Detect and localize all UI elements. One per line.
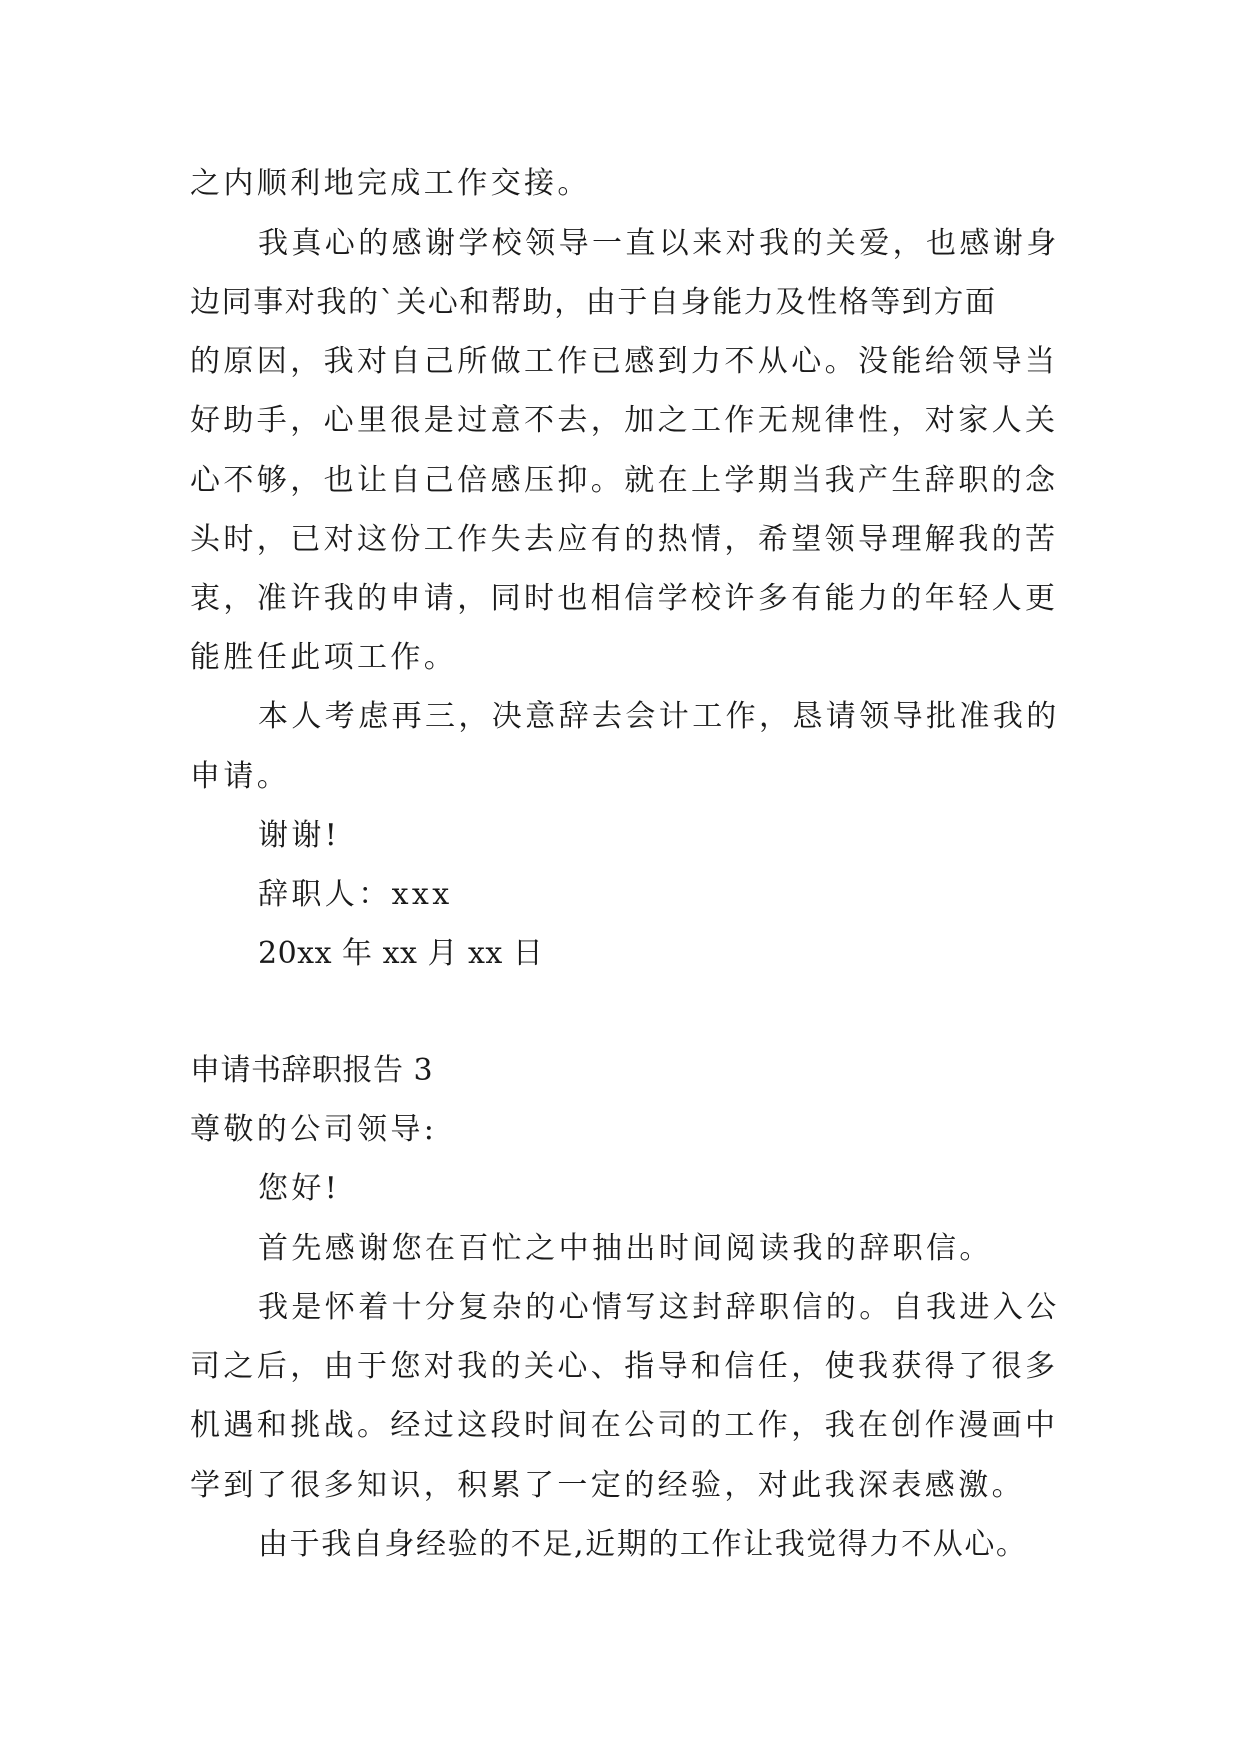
text-line: 本人考虑再三，决意辞去会计工作，恳请领导批准我的 [258, 699, 1060, 734]
text-line: 司之后，由于您对我的关心、指导和信任，使我获得了很多 [190, 1349, 1059, 1384]
signature-line: 辞职人：xxx [258, 877, 453, 912]
greeting: 您好! [258, 1171, 341, 1206]
text-line: 好助手，心里很是过意不去，加之工作无规律性，对家人关 [190, 403, 1059, 438]
text-line: 申请。 [190, 759, 291, 794]
text-line: 机遇和挑战。经过这段时间在公司的工作，我在创作漫画中 [190, 1408, 1059, 1443]
text-line: 衷，准许我的申请，同时也相信学校许多有能力的年轻人更 [190, 581, 1059, 616]
section-heading: 申请书辞职报告 3 [190, 1053, 434, 1088]
closing-thanks: 谢谢! [258, 818, 341, 853]
text-line: 我是怀着十分复杂的心情写这封辞职信的。自我进入公 [258, 1290, 1060, 1325]
text-line: 我真心的感谢学校领导一直以来对我的关爱，也感谢身 [258, 226, 1060, 261]
text-line: 的原因，我对自己所做工作已感到力不从心。没能给领导当 [190, 344, 1059, 379]
salutation: 尊敬的公司领导: [190, 1112, 438, 1147]
text-line: 学到了很多知识，积累了一定的经验，对此我深表感激。 [190, 1468, 1025, 1503]
text-line: 由于我自身经验的不足,近期的工作让我觉得力不从心。 [258, 1527, 1028, 1562]
text-line: 边同事对我的`关心和帮助，由于自身能力及性格等到方面 [190, 285, 997, 320]
text-line: 能胜任此项工作。 [190, 640, 458, 675]
text-line: 首先感谢您在百忙之中抽出时间阅读我的辞职信。 [258, 1231, 993, 1266]
date-line: 20xx 年 xx 月 xx 日 [258, 936, 544, 971]
text-line: 头时，已对这份工作失去应有的热情，希望领导理解我的苦 [190, 522, 1059, 557]
text-line: 之内顺利地完成工作交接。 [190, 166, 591, 201]
text-line: 心不够，也让自己倍感压抑。就在上学期当我产生辞职的念 [190, 463, 1059, 498]
